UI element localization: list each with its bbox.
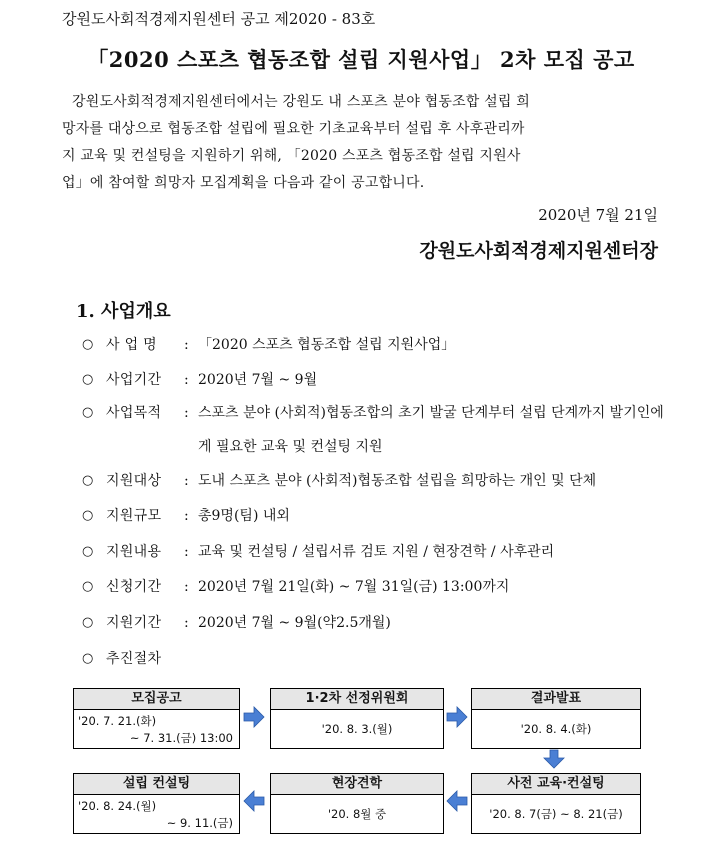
- item-value: 「2020 스포츠 협동조합 설립 지원사업」: [198, 337, 456, 353]
- item-value: 2020년 7월 ~ 9월(약2.5개월): [198, 615, 391, 631]
- section-title: 1. 사업개요: [76, 301, 171, 322]
- item-value: 교육 및 컨설팅 / 설립서류 검토 지원 / 현장견학 / 사후관리: [198, 544, 555, 560]
- circle-bullet-icon: ○: [82, 579, 94, 594]
- circle-bullet-icon: ○: [82, 372, 94, 387]
- item-value: 총9명(팀) 내외: [198, 508, 290, 524]
- overview-item-application: [82, 576, 672, 598]
- flow-step-body: [74, 710, 239, 748]
- flow-step-date: '20. 8. 3.(월): [321, 722, 393, 736]
- intro-line: 지 교육 및 컨설팅을 지원하기 위해, 「2020 스포츠 협동조합 설립 지원사: [62, 148, 521, 164]
- overview-item-scale: [82, 505, 672, 527]
- item-label: 지원기간: [106, 615, 162, 631]
- announcement-date: 2020년 7월 21일: [538, 206, 658, 224]
- item-label: 사 업 명: [106, 337, 157, 353]
- flow-step-date: '20. 8. 7(금) ~ 8. 21(금): [489, 807, 623, 821]
- flow-step-title: 현장견학: [271, 774, 443, 795]
- overview-item-target: [82, 470, 672, 492]
- flow-step-title: 모집공고: [74, 689, 239, 710]
- intro-paragraph: [62, 89, 662, 197]
- flow-step-date-end: ~ 9. 11.(금): [166, 816, 233, 830]
- flow-step-recruitment: [73, 688, 240, 749]
- circle-bullet-icon: ○: [82, 405, 94, 420]
- flow-step-title: 1·2차 선정위원회: [271, 689, 443, 710]
- intro-line: 망자를 대상으로 협동조합 설립에 필요한 기초교육부터 설립 후 사후관리까: [62, 121, 525, 137]
- flow-step-results: [471, 688, 641, 749]
- item-separator: :: [184, 473, 189, 489]
- flow-step-date-start: '20. 7. 21.(화): [78, 714, 157, 728]
- item-label: 사업기간: [106, 372, 162, 388]
- item-separator: :: [184, 579, 189, 595]
- item-separator: :: [184, 337, 189, 353]
- flow-step-date: '20. 8월 중: [327, 807, 387, 821]
- circle-bullet-icon: ○: [82, 473, 94, 488]
- flow-step-field-visit: [270, 773, 444, 834]
- item-separator: :: [184, 372, 189, 388]
- item-value: 도내 스포츠 분야 (사회적)협동조합 설립을 희망하는 개인 및 단체: [198, 473, 597, 489]
- flow-step-selection-committee: [270, 688, 444, 749]
- flow-step-title: 설립 컨설팅: [74, 774, 239, 795]
- circle-bullet-icon: ○: [82, 615, 94, 630]
- item-label: 신청기간: [106, 579, 162, 595]
- flow-step-title: 사전 교육·컨설팅: [472, 774, 640, 795]
- item-separator: :: [184, 544, 189, 560]
- overview-item-procedure: [82, 648, 672, 670]
- intro-line: 업」에 참여할 희망자 모집계획을 다음과 같이 공고합니다.: [62, 175, 425, 191]
- item-value: 스포츠 분야 (사회적)협동조합의 초기 발굴 단계부터 설립 단계까지 발기인에게 필요한 교육 및 컨설팅 지원: [198, 405, 664, 455]
- arrow-right-icon: [244, 707, 264, 727]
- issuing-organization: 강원도사회적경제지원센터장: [419, 240, 658, 262]
- page-title: 「2020 스포츠 협동조합 설립 지원사업」 2차 모집 공고: [87, 47, 635, 72]
- flow-step-establishment-consulting: [73, 773, 240, 834]
- flow-step-body: [74, 795, 239, 833]
- arrow-down-icon: [544, 750, 564, 768]
- flow-step-pre-education: [471, 773, 641, 834]
- circle-bullet-icon: ○: [82, 508, 94, 523]
- item-separator: :: [184, 508, 189, 524]
- item-label: 사업목적: [106, 405, 162, 421]
- item-label: 지원내용: [106, 544, 162, 560]
- flow-step-date-end: ~ 7. 31.(금) 13:00: [129, 731, 233, 745]
- flow-step-date-start: '20. 8. 24.(월): [78, 799, 157, 813]
- overview-item-period: [82, 369, 672, 391]
- overview-item-purpose: [82, 401, 672, 464]
- item-label: 지원규모: [106, 508, 162, 524]
- circle-bullet-icon: ○: [82, 337, 94, 352]
- overview-item-support-period: [82, 612, 672, 634]
- item-value: 2020년 7월 ~ 9월: [198, 372, 318, 388]
- item-separator: :: [184, 615, 189, 631]
- arrow-left-icon: [244, 791, 264, 811]
- item-label: 추진절차: [106, 651, 162, 667]
- overview-item-content: [82, 541, 672, 563]
- arrow-right-icon: [447, 707, 467, 727]
- notice-number: 강원도사회적경제지원센터 공고 제2020 - 83호: [62, 10, 376, 28]
- overview-item-name: [82, 334, 672, 356]
- flow-step-date: '20. 8. 4.(화): [520, 722, 592, 736]
- item-value: 2020년 7월 21일(화) ~ 7월 31일(금) 13:00까지: [198, 579, 510, 595]
- intro-line: 강원도사회적경제지원센터에서는 강원도 내 스포츠 분야 협동조합 설립 희: [72, 94, 530, 110]
- arrow-left-icon: [447, 791, 467, 811]
- item-label: 지원대상: [106, 473, 162, 489]
- flow-step-title: 결과발표: [472, 689, 640, 710]
- item-separator: :: [184, 405, 189, 421]
- circle-bullet-icon: ○: [82, 651, 94, 666]
- circle-bullet-icon: ○: [82, 544, 94, 559]
